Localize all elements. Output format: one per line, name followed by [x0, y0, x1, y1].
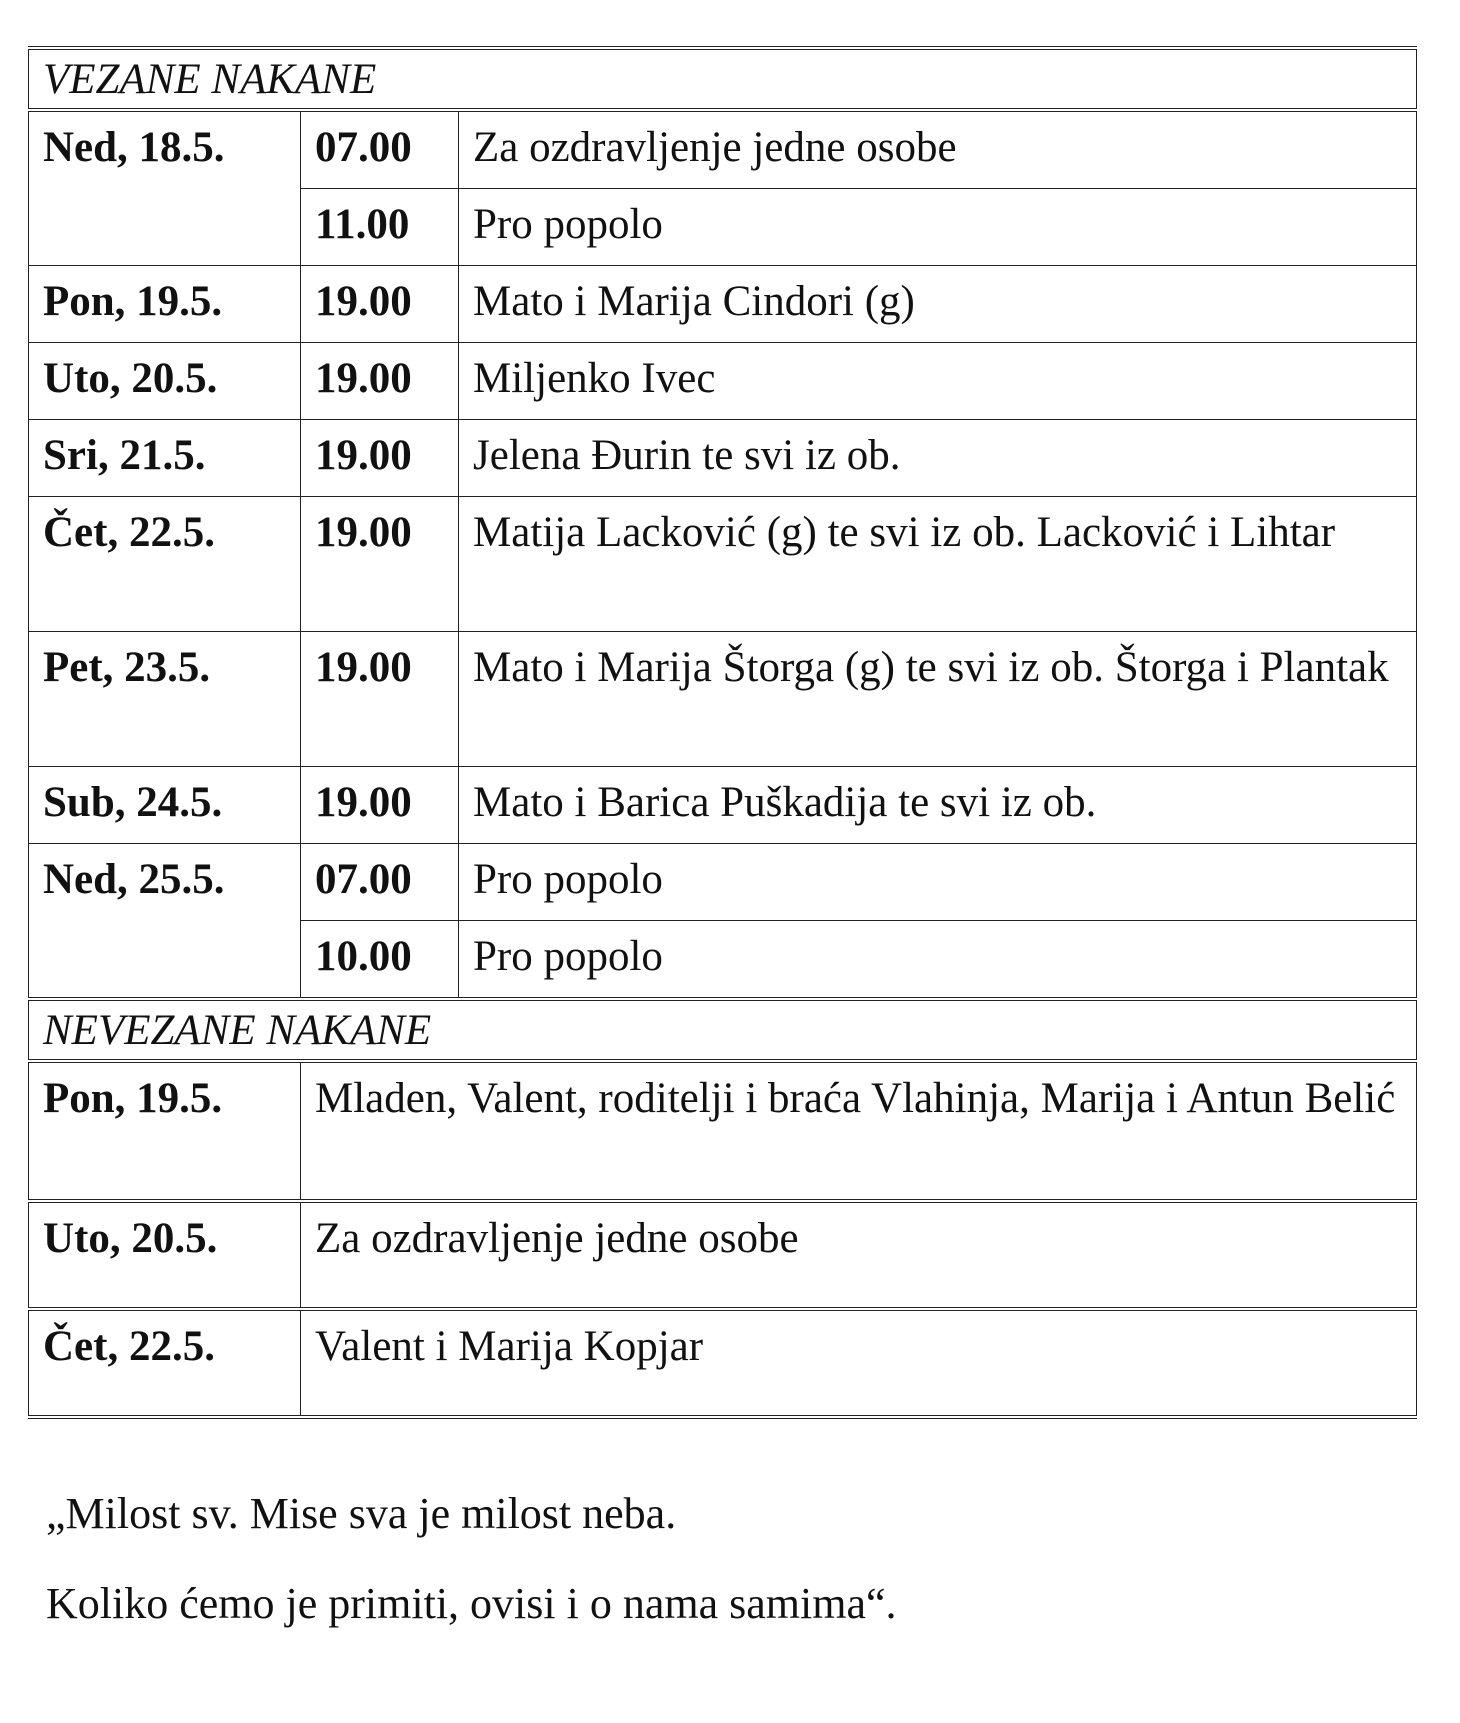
intention-cell: Miljenko Ivec — [459, 343, 1417, 420]
time-cell: 19.00 — [301, 497, 459, 632]
day-cell: Čet, 22.5. — [29, 1309, 301, 1417]
intention-cell: Matija Lacković (g) te svi iz ob. Lacković i Lihtar — [459, 497, 1417, 632]
table-row — [29, 266, 1417, 343]
section-heading-nevezane: NEVEZANE NAKANE — [29, 999, 1417, 1061]
table-row — [29, 1309, 1417, 1417]
time-cell: 11.00 — [301, 189, 459, 266]
day-cell: Pon, 19.5. — [29, 1061, 301, 1201]
time-cell: 19.00 — [301, 420, 459, 497]
table-row — [29, 1061, 1417, 1201]
day-cell: Pon, 19.5. — [29, 266, 301, 343]
table-row — [29, 343, 1417, 420]
intention-cell: Pro popolo — [459, 189, 1417, 266]
quote-line-1: „Milost sv. Mise sva je milost neba. — [46, 1489, 677, 1538]
table-row — [29, 497, 1417, 632]
table-row — [29, 420, 1417, 497]
day-cell: Uto, 20.5. — [29, 1201, 301, 1309]
mass-intentions-table — [28, 46, 1417, 1419]
intention-cell: Mato i Barica Puškadija te svi iz ob. — [459, 767, 1417, 844]
time-cell: 19.00 — [301, 632, 459, 767]
intention-cell: Za ozdravljenje jedne osobe — [459, 110, 1417, 189]
intention-cell: Mato i Marija Štorga (g) te svi iz ob. Štorga i Plantak — [459, 632, 1417, 767]
time-cell: 19.00 — [301, 343, 459, 420]
intention-cell: Pro popolo — [459, 921, 1417, 1000]
table-row — [29, 767, 1417, 844]
time-cell: 07.00 — [301, 110, 459, 189]
day-cell: Ned, 18.5. — [29, 110, 301, 266]
intention-cell: Valent i Marija Kopjar — [301, 1309, 1417, 1417]
day-cell: Ned, 25.5. — [29, 844, 301, 1000]
intention-cell: Za ozdravljenje jedne osobe — [301, 1201, 1417, 1309]
table-row — [29, 1201, 1417, 1309]
table-row — [29, 110, 1417, 189]
day-cell: Uto, 20.5. — [29, 343, 301, 420]
time-cell: 19.00 — [301, 266, 459, 343]
time-cell: 10.00 — [301, 921, 459, 1000]
quote-line-2: Koliko ćemo je primiti, ovisi i o nama samima“. — [46, 1579, 897, 1628]
day-cell: Pet, 23.5. — [29, 632, 301, 767]
time-cell: 07.00 — [301, 844, 459, 921]
day-cell: Čet, 22.5. — [29, 497, 301, 632]
table-row — [29, 844, 1417, 921]
intention-cell: Jelena Đurin te svi iz ob. — [459, 420, 1417, 497]
intention-cell: Pro popolo — [459, 844, 1417, 921]
day-cell: Sub, 24.5. — [29, 767, 301, 844]
intention-cell: Mladen, Valent, roditelji i braća Vlahinja, Marija i Antun Belić — [301, 1061, 1417, 1201]
time-cell: 19.00 — [301, 767, 459, 844]
section-heading-vezane: VEZANE NAKANE — [29, 48, 1417, 110]
table-row — [29, 632, 1417, 767]
intention-cell: Mato i Marija Cindori (g) — [459, 266, 1417, 343]
day-cell: Sri, 21.5. — [29, 420, 301, 497]
